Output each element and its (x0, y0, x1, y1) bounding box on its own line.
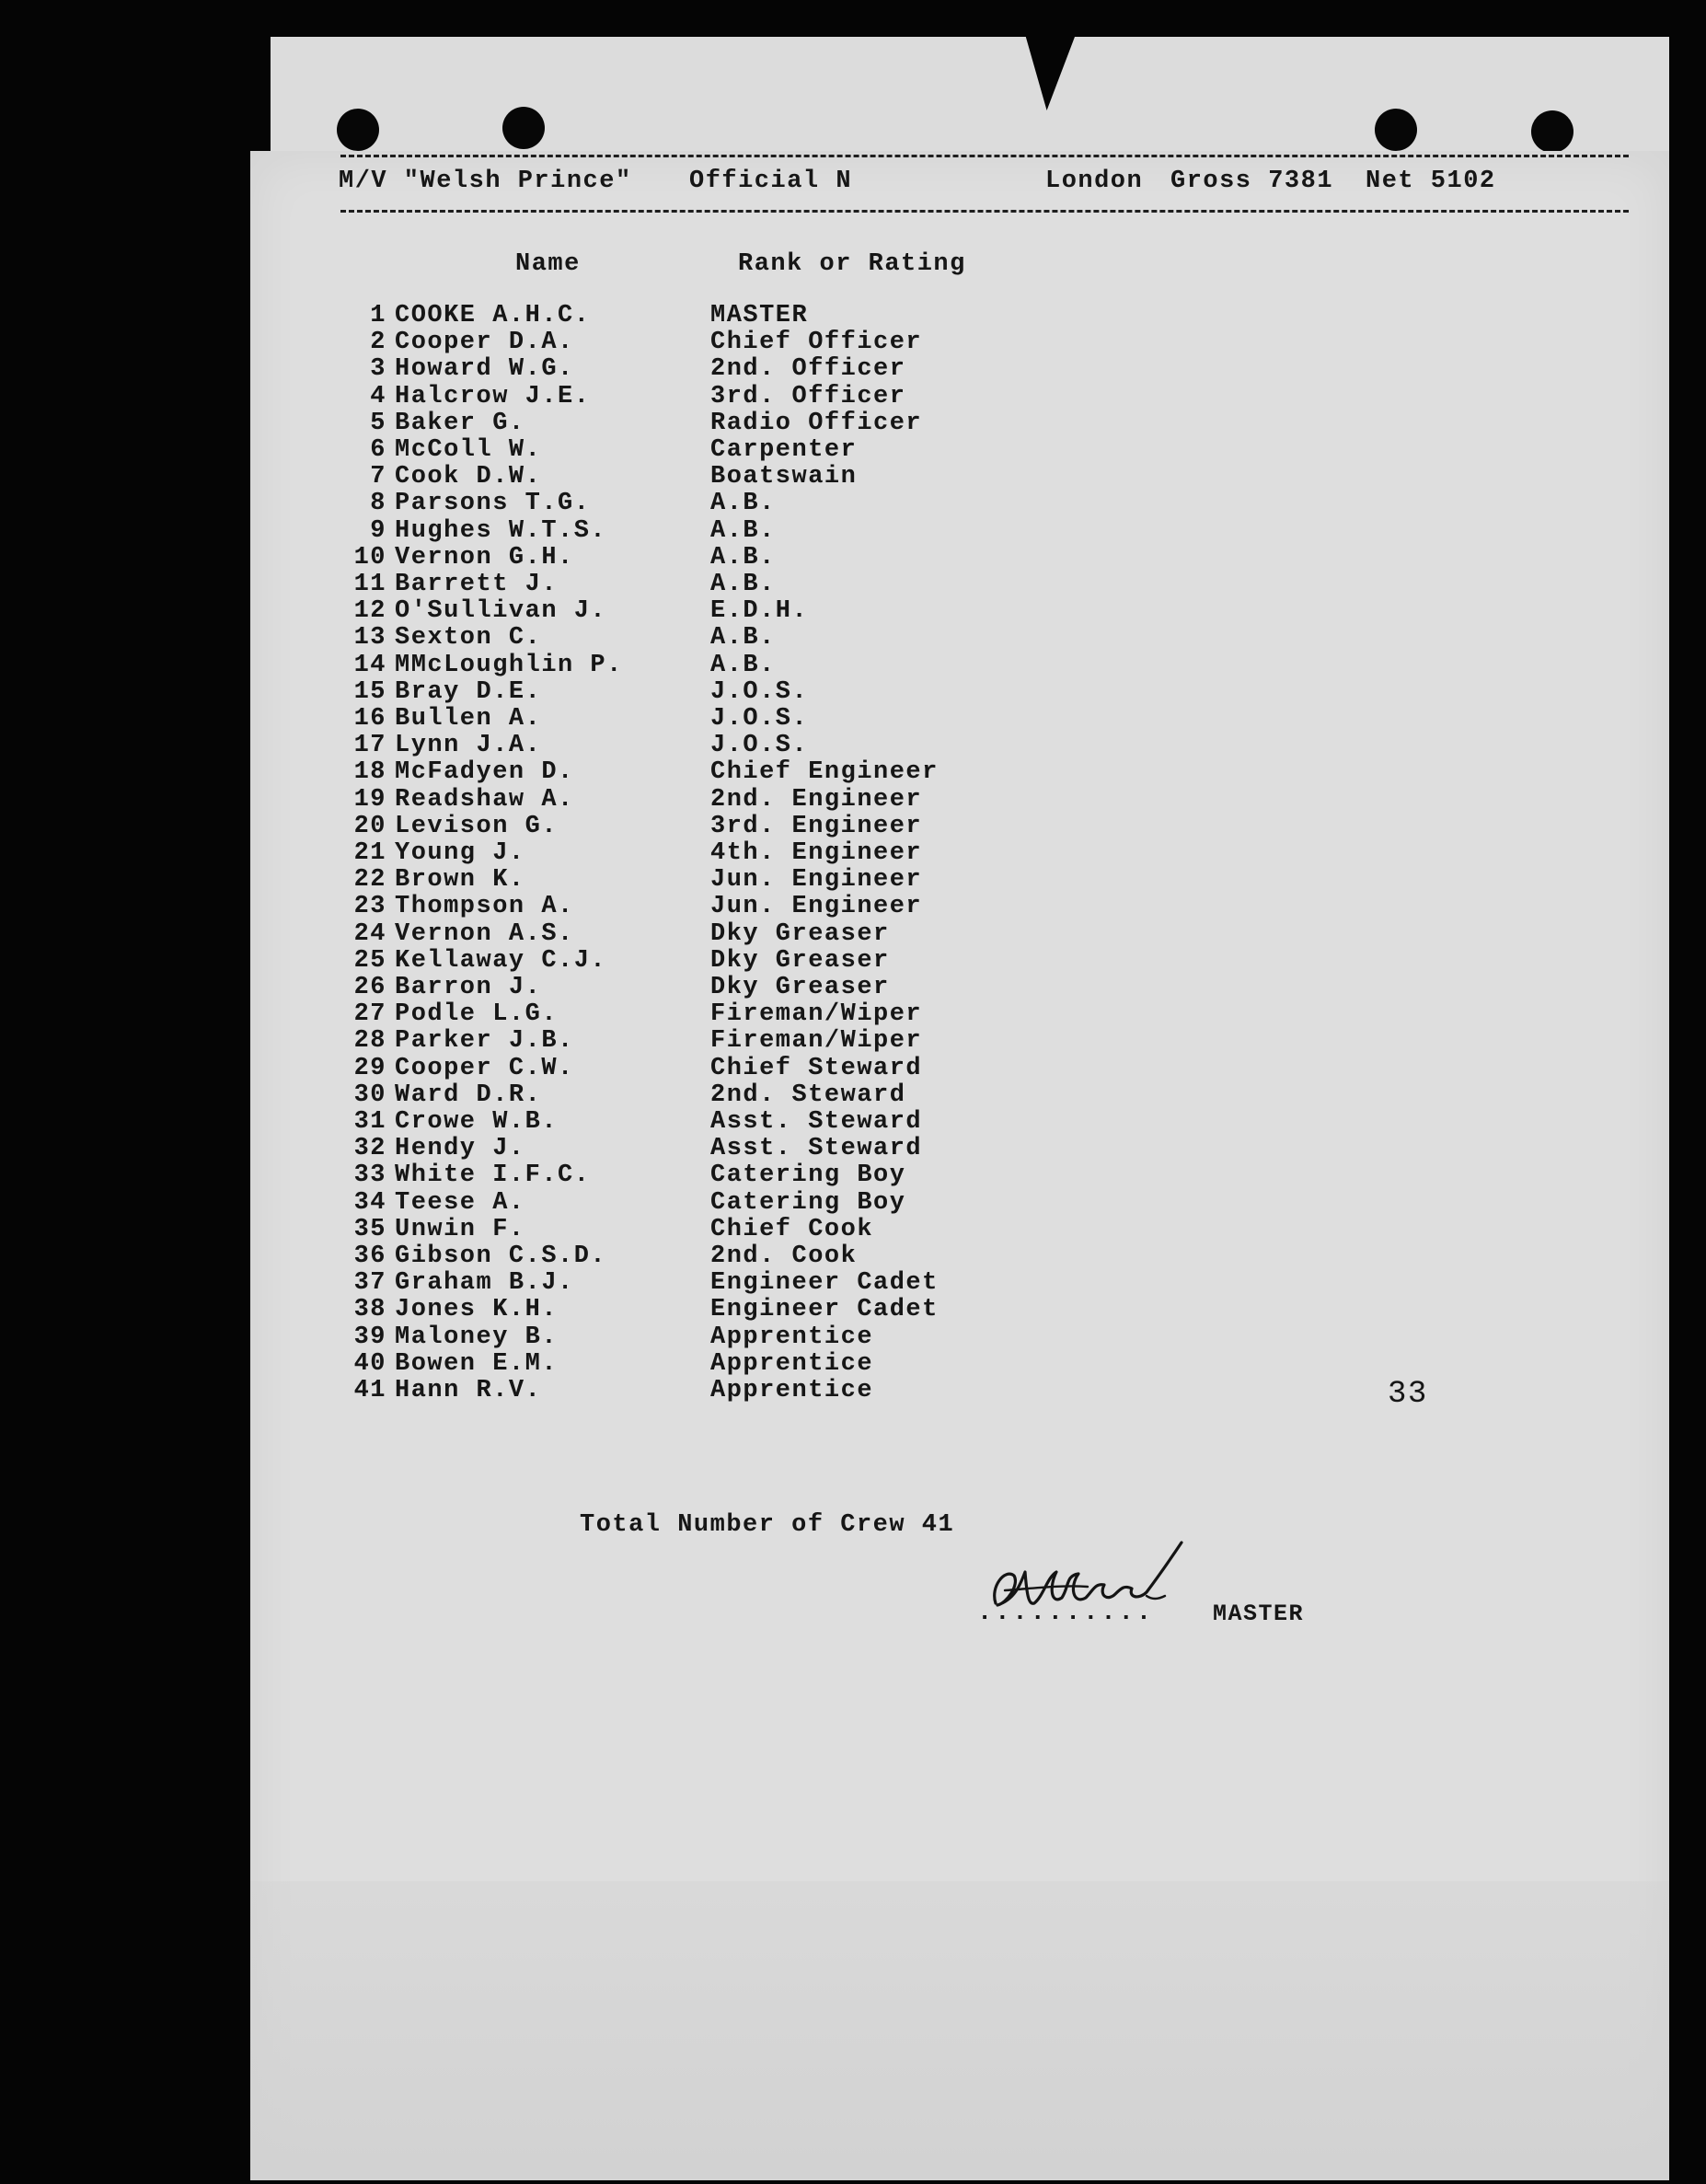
crew-number: 7 (370, 463, 386, 491)
crew-row (250, 841, 1078, 868)
crew-name: Cooper D.A. (395, 329, 574, 357)
crew-row (250, 677, 1078, 707)
crew-row (250, 1244, 1078, 1271)
crew-name: COOKE A.H.C. (395, 302, 591, 329)
crew-row (250, 812, 1078, 841)
header-gross: Gross 7381 (1170, 168, 1334, 195)
crew-rank: Apprentice (710, 1349, 874, 1378)
crew-number: 32 (353, 1135, 386, 1163)
crew-rank: A.B. (710, 543, 776, 572)
crew-number: 34 (353, 1188, 386, 1217)
crew-name: Thompson A. (395, 893, 574, 921)
crew-rank: Fireman/Wiper (710, 1027, 923, 1056)
crew-row (250, 1029, 1078, 1056)
crew-rank: Engineer Cadet (710, 1296, 939, 1324)
crew-number: 17 (353, 732, 386, 760)
crew-number: 31 (353, 1108, 386, 1136)
crew-rank: MASTER (710, 302, 809, 329)
crew-rank: Boatswain (710, 463, 858, 491)
crew-row (250, 491, 1078, 518)
crew-row (250, 653, 1078, 680)
crew-row (250, 1325, 1078, 1352)
crew-number: 14 (353, 651, 386, 679)
crew-name: MMcLoughlin P. (395, 651, 623, 679)
header-port: London (1045, 168, 1144, 195)
crew-rank: Dky Greaser (710, 946, 890, 975)
crew-name: McFadyen D. (395, 758, 574, 787)
crew-rank: 3rd. Officer (710, 382, 906, 410)
crew-number: 36 (353, 1242, 386, 1270)
crew-rank: Asst. Steward (710, 1108, 923, 1136)
crew-name: Cook D.W. (395, 463, 542, 491)
column-header-name: Name (515, 250, 581, 278)
crew-row (250, 1110, 1078, 1137)
crew-number: 8 (370, 490, 386, 518)
crew-rank: Chief Steward (710, 1054, 923, 1082)
crew-name: Teese A. (395, 1188, 525, 1217)
crew-rank: Asst. Steward (710, 1135, 923, 1163)
crew-row (250, 760, 1078, 787)
total-crew: Total Number of Crew 41 (580, 1511, 955, 1539)
crew-number: 12 (353, 597, 386, 626)
crew-row (250, 1002, 1078, 1029)
crew-rank: Catering Boy (710, 1188, 906, 1217)
crew-row (250, 1271, 1078, 1298)
crew-row (250, 304, 1078, 330)
crew-row (250, 438, 1078, 465)
crew-number: 5 (370, 409, 386, 437)
crew-number: 1 (370, 302, 386, 329)
crew-name: Vernon G.H. (395, 543, 574, 572)
crew-name: McColl W. (395, 436, 542, 464)
crew-row (250, 1379, 1078, 1405)
crew-row (250, 1054, 1078, 1083)
crew-row (250, 465, 1078, 491)
crew-rank: Fireman/Wiper (710, 1000, 923, 1029)
crew-row (250, 357, 1078, 384)
crew-number: 38 (353, 1296, 386, 1324)
crew-name: Sexton C. (395, 624, 542, 653)
crew-name: Podle L.G. (395, 1000, 559, 1029)
header-dashed-rule (340, 210, 1629, 213)
header-vessel: M/V "Welsh Prince" (339, 168, 632, 195)
header-net: Net 5102 (1366, 168, 1496, 195)
crew-row (250, 1137, 1078, 1163)
punch-hole (337, 109, 379, 151)
crew-rank: Dky Greaser (710, 974, 890, 1001)
crew-name: Ward D.R. (395, 1080, 542, 1109)
crew-name: O'Sullivan J. (395, 597, 607, 626)
crew-rank: 2nd. Steward (710, 1080, 906, 1109)
crew-rank: J.O.S. (710, 705, 809, 733)
crew-rank: A.B. (710, 490, 776, 518)
handwritten-signature (977, 1531, 1253, 1642)
crew-number: 18 (353, 758, 386, 787)
crew-number: 19 (353, 785, 386, 814)
crew-number: 23 (353, 893, 386, 921)
column-header-rank: Rank or Rating (738, 250, 966, 278)
crew-rank: Chief Engineer (710, 758, 939, 787)
crew-name: White I.F.C. (395, 1161, 591, 1190)
crew-row (250, 1188, 1078, 1218)
crew-rank: Chief Officer (710, 329, 923, 357)
crew-name: Jones K.H. (395, 1296, 559, 1324)
crew-name: Parsons T.G. (395, 490, 591, 518)
crew-number: 11 (353, 571, 386, 598)
punch-hole (1531, 110, 1573, 153)
crew-number: 10 (353, 543, 386, 572)
crew-number: 4 (370, 382, 386, 410)
crew-row (250, 1080, 1078, 1110)
crew-rank: Apprentice (710, 1377, 874, 1404)
header-official: Official N (689, 168, 853, 195)
page-number: 33 (1388, 1377, 1428, 1412)
crew-number: 35 (353, 1215, 386, 1243)
crew-name: Baker G. (395, 409, 525, 437)
crew-name: Bowen E.M. (395, 1349, 559, 1378)
crew-name: Lynn J.A. (395, 732, 542, 760)
crew-name: Vernon A.S. (395, 919, 574, 948)
crew-name: Cooper C.W. (395, 1054, 574, 1082)
crew-name: Halcrow J.E. (395, 382, 591, 410)
signature-title: MASTER (1213, 1600, 1305, 1627)
crew-rank: A.B. (710, 516, 776, 545)
crew-number: 26 (353, 974, 386, 1001)
crew-number: 13 (353, 624, 386, 653)
crew-row (250, 382, 1078, 411)
top-dashed-rule (340, 155, 1629, 157)
crew-number: 29 (353, 1054, 386, 1082)
crew-name: Young J. (395, 839, 525, 867)
crew-row (250, 516, 1078, 546)
crew-number: 24 (353, 919, 386, 948)
crew-number: 37 (353, 1269, 386, 1298)
crew-rank: Radio Officer (710, 409, 923, 437)
crew-row (250, 734, 1078, 760)
crew-row (250, 543, 1078, 572)
crew-rank: Engineer Cadet (710, 1269, 939, 1298)
crew-row (250, 868, 1078, 895)
crew-name: Unwin F. (395, 1215, 525, 1243)
crew-row (250, 707, 1078, 734)
crew-rank: Chief Cook (710, 1215, 874, 1243)
crew-row (250, 411, 1078, 438)
crew-name: Hendy J. (395, 1135, 525, 1163)
crew-row (250, 572, 1078, 599)
crew-number: 2 (370, 329, 386, 357)
crew-rank: 3rd. Engineer (710, 812, 923, 840)
crew-number: 6 (370, 436, 386, 464)
crew-name: Crowe W.B. (395, 1108, 559, 1136)
crew-rank: Dky Greaser (710, 919, 890, 948)
crew-number: 41 (353, 1377, 386, 1404)
crew-name: Parker J.B. (395, 1027, 574, 1056)
crew-rank: 2nd. Cook (710, 1242, 858, 1270)
crew-number: 27 (353, 1000, 386, 1029)
crew-rank: Apprentice (710, 1323, 874, 1351)
crew-row (250, 626, 1078, 653)
crew-row (250, 946, 1078, 976)
crew-number: 9 (370, 516, 386, 545)
crew-name: Hughes W.T.S. (395, 516, 607, 545)
crew-name: Brown K. (395, 866, 525, 895)
crew-row (250, 919, 1078, 949)
crew-list-document (250, 151, 1669, 2180)
crew-number: 21 (353, 839, 386, 867)
crew-row (250, 1349, 1078, 1379)
crew-number: 33 (353, 1161, 386, 1190)
crew-number: 22 (353, 866, 386, 895)
crew-name: Levison G. (395, 812, 559, 840)
crew-name: Graham B.J. (395, 1269, 574, 1298)
crew-name: Howard W.G. (395, 355, 574, 384)
crew-number: 39 (353, 1323, 386, 1351)
crew-rank: Carpenter (710, 436, 858, 464)
crew-name: Bullen A. (395, 705, 542, 733)
crew-number: 3 (370, 355, 386, 384)
crew-rank: Jun. Engineer (710, 866, 923, 895)
crew-row (250, 1298, 1078, 1324)
crew-row (250, 599, 1078, 626)
crew-number: 16 (353, 705, 386, 733)
crew-rank: J.O.S. (710, 677, 809, 706)
crew-name: Bray D.E. (395, 677, 542, 706)
crew-name: Barron J. (395, 974, 542, 1001)
crew-name: Maloney B. (395, 1323, 559, 1351)
crew-row (250, 330, 1078, 357)
scan-shading (250, 1881, 1669, 2180)
crew-name: Readshaw A. (395, 785, 574, 814)
crew-rank: 4th. Engineer (710, 839, 923, 867)
crew-number: 20 (353, 812, 386, 840)
crew-rank: 2nd. Engineer (710, 785, 923, 814)
crew-row (250, 976, 1078, 1002)
crew-row (250, 895, 1078, 921)
crew-rank: A.B. (710, 571, 776, 598)
signature-dots: .......... (977, 1600, 1155, 1627)
crew-row (250, 1163, 1078, 1190)
punch-hole (1375, 109, 1417, 151)
crew-rank: A.B. (710, 624, 776, 653)
crew-name: Barrett J. (395, 571, 559, 598)
crew-rank: J.O.S. (710, 732, 809, 760)
crew-rank: Catering Boy (710, 1161, 906, 1190)
crew-row (250, 785, 1078, 815)
crew-number: 30 (353, 1080, 386, 1109)
crew-number: 15 (353, 677, 386, 706)
crew-number: 40 (353, 1349, 386, 1378)
punch-hole (502, 107, 545, 149)
crew-row (250, 1215, 1078, 1244)
crew-number: 28 (353, 1027, 386, 1056)
crew-number: 25 (353, 946, 386, 975)
crew-name: Gibson C.S.D. (395, 1242, 607, 1270)
crew-rank: A.B. (710, 651, 776, 679)
crew-rank: 2nd. Officer (710, 355, 906, 384)
crew-rank: E.D.H. (710, 597, 809, 626)
crew-rank: Jun. Engineer (710, 893, 923, 921)
crew-name: Kellaway C.J. (395, 946, 607, 975)
crew-name: Hann R.V. (395, 1377, 542, 1404)
